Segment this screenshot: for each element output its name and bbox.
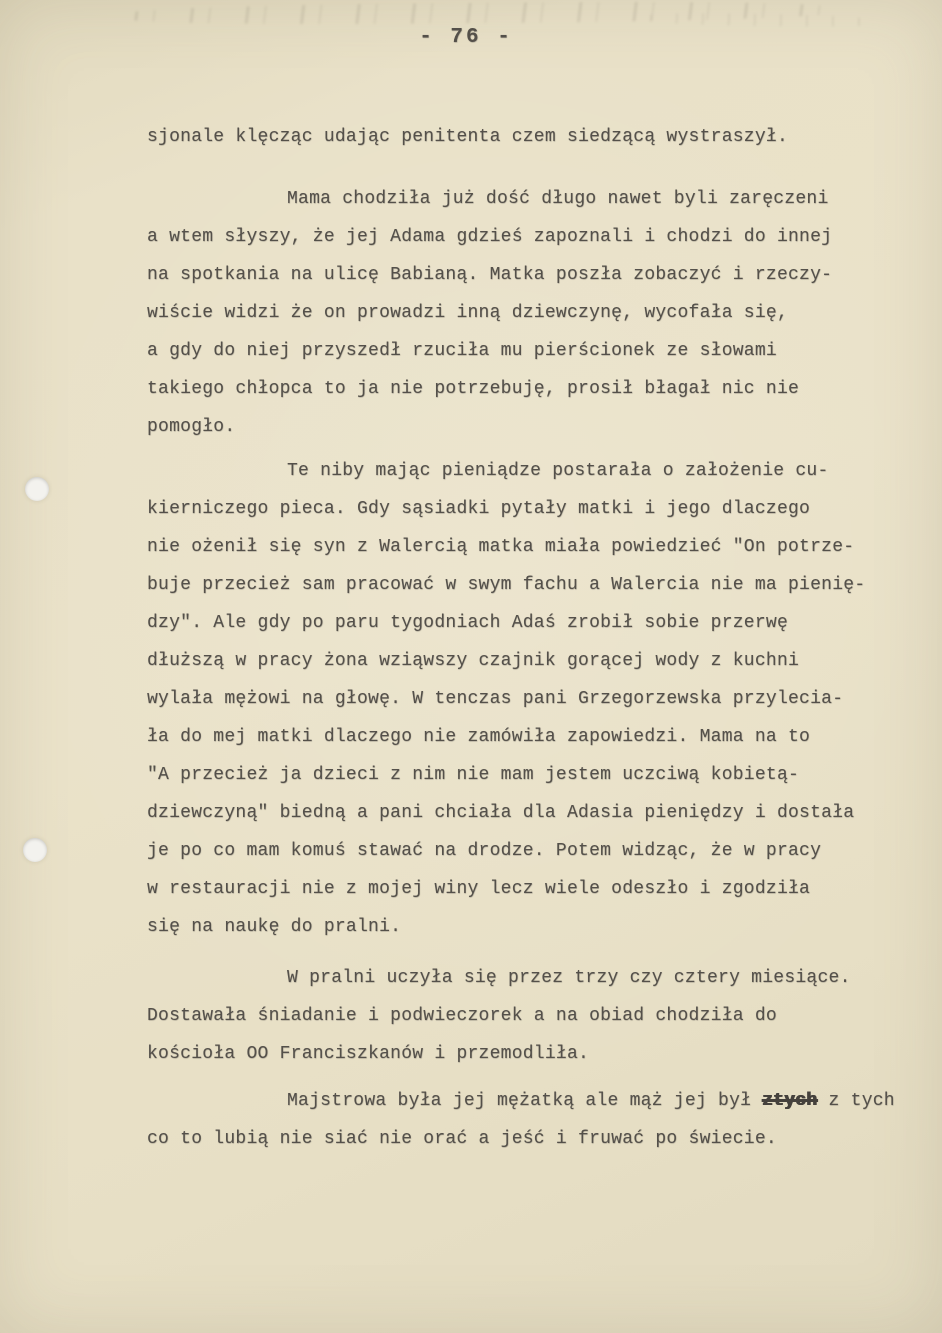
text-line: buje przecież sam pracować w swym fachu a Walercia nie ma pienię- [147,575,866,595]
page-number: - 76 - [419,26,513,49]
paragraph [147,180,893,446]
text-line: nie ożenił się syn z Walercią matka miała powiedzieć "On potrze- [147,537,855,557]
text-line: ła do mej matki dlaczego nie zamówiła zapowiedzi. Mama na to [147,727,811,747]
text-line: dzy". Ale gdy po paru tygodniach Adaś zrobił sobie przerwę [147,613,789,633]
text-segment: Majstrowa była jej mężatką ale mąż jej był [287,1091,763,1111]
text-line: pomogło. [147,417,236,437]
text-line: Dostawała śniadanie i podwieczorek a na obiad chodziła do [147,1006,777,1026]
text-block [147,118,893,1158]
text-line: je po co mam komuś stawać na drodze. Potem widząc, że w pracy [147,841,822,861]
text-line: dłuższą w pracy żona wziąwszy czajnik gorącej wody z kuchni [147,651,800,671]
text-line: w restauracji nie z mojej winy lecz wiele odeszło i zgodziła [147,879,811,899]
text-line: W pralni uczyła się przez trzy czy cztery miesiące. [287,968,851,988]
text-line [147,1082,893,1120]
text-line: się na naukę do pralni. [147,917,402,937]
text-line: wylała mężowi na głowę. W tenczas pani Grzegorzewska przylecia- [147,689,844,709]
text-line: co to lubią nie siać nie orać a jeść i fruwać po świecie. [147,1129,777,1149]
text-line: dziewczyną" biedną a pani chciała dla Adasia pieniędzy i dostała [147,803,855,823]
text-line: kościoła OO Franciszkanów i przemodliła. [147,1044,590,1064]
text-line: takiego chłopca to ja nie potrzebuję, prosił błagał nic nie [147,379,800,399]
paragraph [147,118,893,156]
text-line: a gdy do niej przyszedł rzuciła mu pierścionek ze słowami [147,341,777,361]
text-line: Te niby mając pieniądze postarała o założenie cu- [287,461,829,481]
punch-hole [23,838,47,862]
text-line: kierniczego pieca. Gdy sąsiadki pytały matki i jego dlaczego [147,499,811,519]
paragraph [147,452,893,946]
text-segment: z tych [817,1091,895,1111]
paragraph [147,1082,893,1158]
struck-word: ztych [762,1091,818,1111]
punch-hole [25,477,49,501]
text-line: wiście widzi że on prowadzi inną dziewczynę, wycofała się, [147,303,789,323]
text-line: "A przecież ja dzieci z nim nie mam jestem uczciwą kobietą- [147,765,800,785]
text-line: a wtem słyszy, że jej Adama gdzieś zapoznali i chodzi do innej [147,227,833,247]
text-line: sjonale klęcząc udając penitenta czem siedzącą wystraszył. [147,127,789,147]
text-line: Mama chodziła już dość długo nawet byli zaręczeni [287,189,829,209]
text-line: na spotkania na ulicę Babianą. Matka poszła zobaczyć i rzeczy- [147,265,833,285]
paragraph [147,959,893,1073]
